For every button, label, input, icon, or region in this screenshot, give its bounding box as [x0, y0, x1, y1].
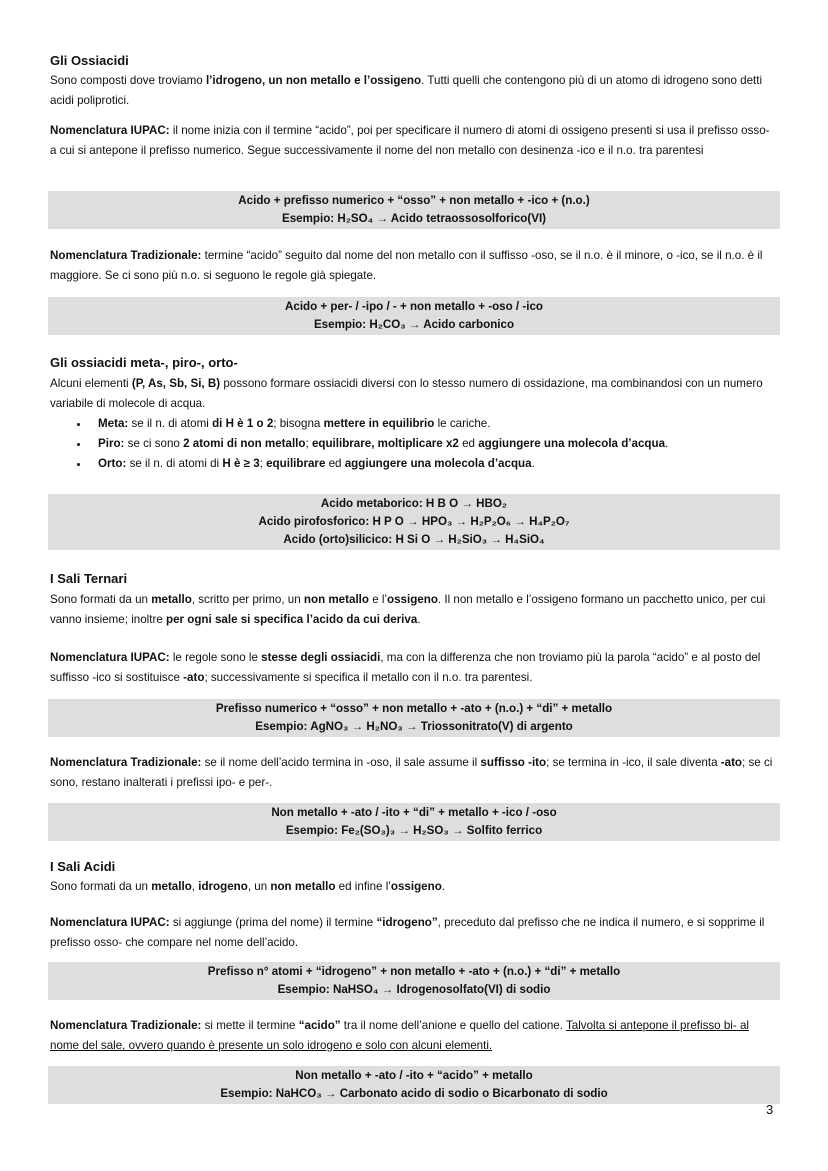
formula-example: Esempio: H₂CO₃ → Acido carbonico	[313, 318, 515, 331]
paragraph	[50, 590, 778, 630]
text-run: ed	[325, 457, 345, 470]
text-run: Sono composti dove troviamo	[50, 74, 206, 87]
text-run: ,	[191, 880, 199, 893]
bold-text: ossigeno	[387, 593, 438, 606]
bold-text: Nomenclatura IUPAC:	[50, 916, 170, 929]
text-run: ; bisogna	[273, 417, 324, 430]
bullet-list	[50, 414, 778, 474]
bold-text: mettere in equilibrio	[323, 417, 435, 430]
formula-example: Esempio: Fe₂(SO₃)₃ → H₂SO₃ → Solfito ferrico	[285, 824, 543, 837]
bold-text: di H è 1 o 2	[212, 417, 274, 430]
text-run: se ci sono	[124, 437, 184, 450]
paragraph	[50, 753, 778, 793]
text-run: tra il nome dell’anione e quello del catione.	[340, 1019, 566, 1032]
bold-text: Nomenclatura Tradizionale:	[50, 1019, 202, 1032]
text-run: termine “acido” seguito dal nome del non metallo con il suffisso -oso, se il n.o. è il minore, o -ico, se il n.o. è il maggiore. Se ci sono più n.o. si seguono le regole già spiegate.	[50, 249, 763, 282]
text-run: ;	[259, 457, 267, 470]
text-run: le regole sono le	[169, 651, 262, 664]
bold-text: (P, As, Sb, Si, B)	[131, 377, 221, 390]
text-run: , un	[247, 880, 271, 893]
bullet-list-items	[50, 414, 778, 474]
bold-text: equilibrare, moltiplicare x2	[311, 437, 459, 450]
formula-example: Esempio: NaHSO₄ → Idrogenosolfato(VI) di sodio	[277, 983, 551, 996]
list-item	[90, 434, 778, 454]
formula-example: Esempio: NaHCO₃ → Carbonato acido di sodio o Bicarbonato di sodio	[220, 1087, 608, 1100]
text-run: ; successivamente si specifica il metallo con il n.o. tra parentesi.	[204, 671, 533, 684]
bold-text: 2 atomi di non metallo	[183, 437, 306, 450]
bold-text: Piro:	[98, 437, 125, 450]
paragraph	[50, 121, 778, 161]
bold-text: Meta:	[98, 417, 129, 430]
text-run: possono formare ossiacidi diversi con lo stesso numero di ossidazione, ma combinandosi con un numero variabile di molecole di acqua.	[50, 377, 763, 410]
text-run: se il nome dell’acido termina in -oso, il sale assume il	[201, 756, 481, 769]
bold-text: metallo	[151, 593, 192, 606]
section-heading: I Sali Ternari	[50, 571, 128, 586]
bold-text: Orto:	[98, 457, 127, 470]
text-run: se il n. di atomi	[128, 417, 213, 430]
text-run: .	[417, 613, 421, 626]
bold-text: Nomenclatura Tradizionale:	[50, 756, 202, 769]
bold-text: aggiungere una molecola d’acqua	[344, 457, 532, 470]
section-heading: Gli Ossiacidi	[50, 53, 129, 68]
paragraph	[50, 246, 778, 286]
bold-text: l’idrogeno, un non metallo e l’ossigeno	[205, 74, 422, 87]
paragraph	[50, 648, 778, 688]
bold-text: “idrogeno”	[376, 916, 438, 929]
bold-text: idrogeno	[198, 880, 248, 893]
text-run: si mette il termine	[201, 1019, 299, 1032]
formula-example: Acido pirofosforico: H P O → HPO₃ → H₂P₂O₆ → H₄P₂O₇	[258, 515, 570, 528]
page-number: 3	[766, 1102, 774, 1117]
formula-box	[48, 1066, 780, 1104]
paragraph	[50, 374, 778, 414]
paragraph	[50, 71, 778, 111]
formula-box	[48, 699, 780, 737]
text-run: .	[531, 457, 535, 470]
bold-text: Nomenclatura IUPAC:	[50, 651, 170, 664]
text-run: , scritto per primo, un	[191, 593, 304, 606]
text-run: si aggiunge (prima del nome) il termine	[169, 916, 377, 929]
bold-text: equilibrare	[266, 457, 326, 470]
text-run: . Tutti quelli che contengono più di un atomo di idrogeno sono detti acidi poliprotici.	[50, 74, 763, 107]
text-run: Sono formati da un	[50, 880, 152, 893]
text-run: se il n. di atomi di	[126, 457, 223, 470]
text-run: . Il non metallo e l’ossigeno formano un pacchetto unico, per cui vanno insieme; inoltre	[50, 593, 766, 626]
paragraph	[50, 913, 778, 953]
formula-box	[48, 803, 780, 841]
formula-rule: Acido + prefisso numerico + “osso” + non metallo + -ico + (n.o.)	[238, 194, 590, 207]
text-run: , ma con la differenza che non troviamo più la parola “acido” e al posto del suffisso -ico si sostituisce	[50, 651, 761, 684]
text-run: ;	[305, 437, 312, 450]
bold-text: Nomenclatura IUPAC:	[50, 124, 170, 137]
paragraph	[50, 1016, 778, 1056]
bold-text: non metallo	[270, 880, 336, 893]
text-run: .	[441, 880, 446, 893]
formula-example: Acido (orto)silicico: H Si O → H₂SiO₃ → H₄SiO₄	[283, 533, 545, 546]
bold-text: stesse degli ossiacidi	[261, 651, 381, 664]
section-heading: I Sali Acidi	[50, 859, 116, 874]
bold-text: suffisso -ito	[480, 756, 547, 769]
bold-text: ossigeno	[390, 880, 442, 893]
formula-rule: Non metallo + -ato / -ito + “acido” + metallo	[295, 1069, 533, 1082]
formula-rule: Acido metaborico: H B O → HBO₂	[320, 497, 508, 510]
bold-text: aggiungere una molecola d’acqua	[478, 437, 666, 450]
text-run: .	[665, 437, 669, 450]
formula-example: Esempio: H₂SO₄ → Acido tetraossosolforico(VI)	[281, 212, 547, 225]
text-run: e l’	[368, 593, 388, 606]
bold-text: H è ≥ 3	[222, 457, 260, 470]
list-item	[90, 414, 778, 434]
text-run: ; se termina in -ico, il sale diventa	[546, 756, 721, 769]
bold-text: non metallo	[303, 593, 369, 606]
formula-rule: Prefisso n° atomi + “idrogeno” + non metallo + -ato + (n.o.) + “di” + metallo	[207, 965, 621, 978]
bold-text: -ato	[183, 671, 205, 684]
formula-rule: Prefisso numerico + “osso” + non metallo + -ato + (n.o.) + “di” + metallo	[215, 702, 613, 715]
text-run: ed	[458, 437, 479, 450]
bold-text: -ato	[720, 756, 743, 769]
text-run: Sono formati da un	[50, 593, 152, 606]
list-item	[90, 454, 778, 474]
text-run: , preceduto dal prefisso che ne indica il numero, e si sopprime il prefisso osso- che compare nel nome dell’acido.	[50, 916, 765, 949]
bold-text: “acido”	[298, 1019, 341, 1032]
text-run: Alcuni elementi	[50, 377, 132, 390]
text-run: ed infine l’	[335, 880, 391, 893]
paragraph	[50, 877, 778, 897]
underlined-text: Talvolta si antepone il prefisso bi- al nome del sale, ovvero quando è presente un solo idrogeno e solo con alcuni elementi.	[50, 1019, 749, 1052]
bold-text: metallo	[151, 880, 192, 893]
formula-box	[48, 962, 780, 1000]
text-run: ; se ci sono, restano inalterati i prefissi ipo- e per-.	[50, 756, 773, 789]
formula-box	[48, 297, 780, 335]
bold-text: per ogni sale si specifica l’acido da cui deriva	[166, 613, 418, 626]
text-run: il nome inizia con il termine “acido”, poi per specificare il numero di atomi di ossigeno presenti si usa il prefisso osso- a cui si antepone il prefisso numerico. Segue successivamente il nome del non metallo con desinenza -ico e il n.o. tra parentesi	[50, 124, 770, 157]
bold-text: Nomenclatura Tradizionale:	[50, 249, 202, 262]
formula-example: Esempio: AgNO₃ → H₂NO₃ → Triossonitrato(V) di argento	[255, 720, 573, 733]
formula-box	[48, 191, 780, 229]
formula-box	[48, 494, 780, 550]
section-heading: Gli ossiacidi meta-, piro-, orto-	[50, 355, 238, 370]
formula-rule: Non metallo + -ato / -ito + “di” + metallo + -ico / -oso	[271, 806, 557, 819]
text-run: le cariche.	[434, 417, 491, 430]
formula-rule: Acido + per- / -ipo / - + non metallo + -oso / -ico	[285, 300, 543, 313]
